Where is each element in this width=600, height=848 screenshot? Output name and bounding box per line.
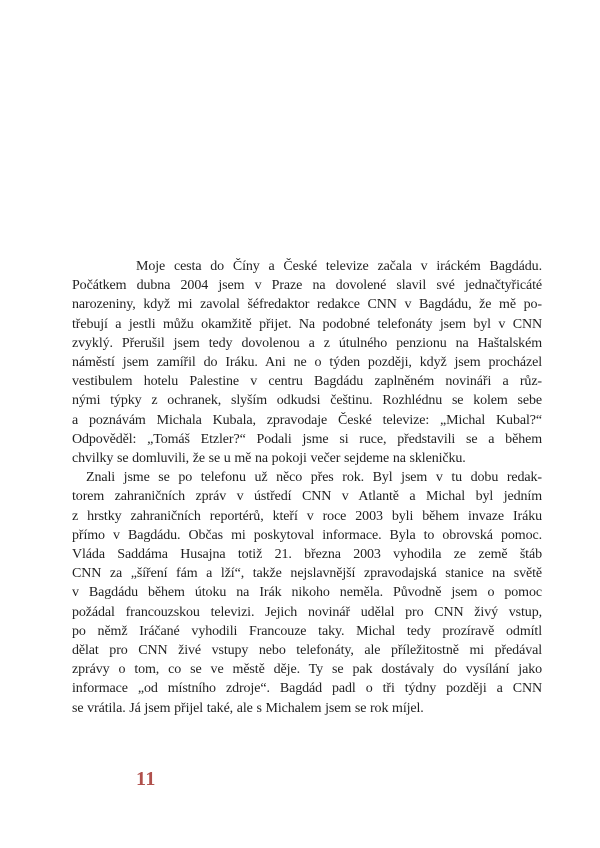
text-block xyxy=(72,257,542,718)
text-line: a poznávám Michala Kubala, zpravodaje České televize: „Michal Kubal?“ xyxy=(72,412,542,428)
text-line: požádal francouzskou televizi. Jejich novinář udělal pro CNN živý vstup, xyxy=(72,604,542,620)
text-line: náměstí jsem zamířil do Iráku. Ani ne o týden později, když jsem procházel xyxy=(72,355,542,371)
text-line: torem zahraničních zpráv v ústředí CNN v Atlantě a Michal byl jedním xyxy=(72,489,542,505)
page-number: 11 xyxy=(136,768,156,790)
text-line: z hrstky zahraničních reportérů, kteří v roce 2003 byli během invaze Iráku xyxy=(72,508,542,524)
text-line: nými týpky z ochranek, slyším odkudsi češtinu. Rozhlédnu se kolem sebe xyxy=(72,393,542,409)
text-line: se vrátila. Já jsem přijel také, ale s Michalem jsem se rok míjel. xyxy=(72,700,424,716)
text-line: dělat pro CNN živé vstupy nebo telefonáty, ale příležitostně mi předával xyxy=(72,643,542,659)
text-line: Moje cesta do Číny a České televize začala v iráckém Bagdádu. xyxy=(136,259,542,274)
text-line: zvyklý. Přerušil jsem tedy dovolenou a z útulného penzionu na Haštalském xyxy=(72,335,542,351)
text-line: po němž Iráčané vyhodili Francouze taky. Michal tedy prozíravě odmítl xyxy=(72,623,542,639)
text-line: informace „od místního zdroje“. Bagdád padl o tři týdny později a CNN xyxy=(72,681,542,697)
text-line: zprávy o tom, co se ve městě děje. Ty se pak dostávaly do vysílání jako xyxy=(72,662,542,678)
text-line: Znali jsme se po telefonu už něco přes rok. Byl jsem v tu dobu redak- xyxy=(86,470,542,486)
text-line: Vláda Saddáma Husajna totiž 21. března 2003 vyhodila ze země štáb xyxy=(72,547,542,563)
text-line: třebují a jestli můžu okamžitě přijet. Na podobné telefonáty jsem byl v CNN xyxy=(72,316,542,332)
text-line: v Bagdádu během útoku na Irák nikoho neměla. Původně jsem o pomoc xyxy=(72,585,542,601)
paragraph xyxy=(72,468,542,718)
text-line: narozeniny, když mi zavolal šéfredaktor redakce CNN v Bagdádu, že mě po- xyxy=(72,297,542,313)
text-line: CNN za „šíření fám a lží“, takže nejslavnější zpravodajská stanice na světě xyxy=(72,566,542,582)
text-line: chvilky se domluvili, že se u mě na pokoji večer sejdeme na skleničku. xyxy=(72,451,466,467)
text-line: Odpověděl: „Tomáš Etzler?“ Podali jsme si ruce, představili se a během xyxy=(72,431,542,447)
text-line: Počátkem dubna 2004 jsem v Praze na dovolené slavil své jednačtyřicáté xyxy=(72,278,542,294)
text-line: vestibulem hotelu Palestine v centru Bagdádu zaplněném novináři a růz- xyxy=(72,374,542,390)
text-line: přímo v Bagdádu. Občas mi poskytoval informace. Byla to obrovská pomoc. xyxy=(72,527,542,543)
paragraph xyxy=(72,257,542,468)
